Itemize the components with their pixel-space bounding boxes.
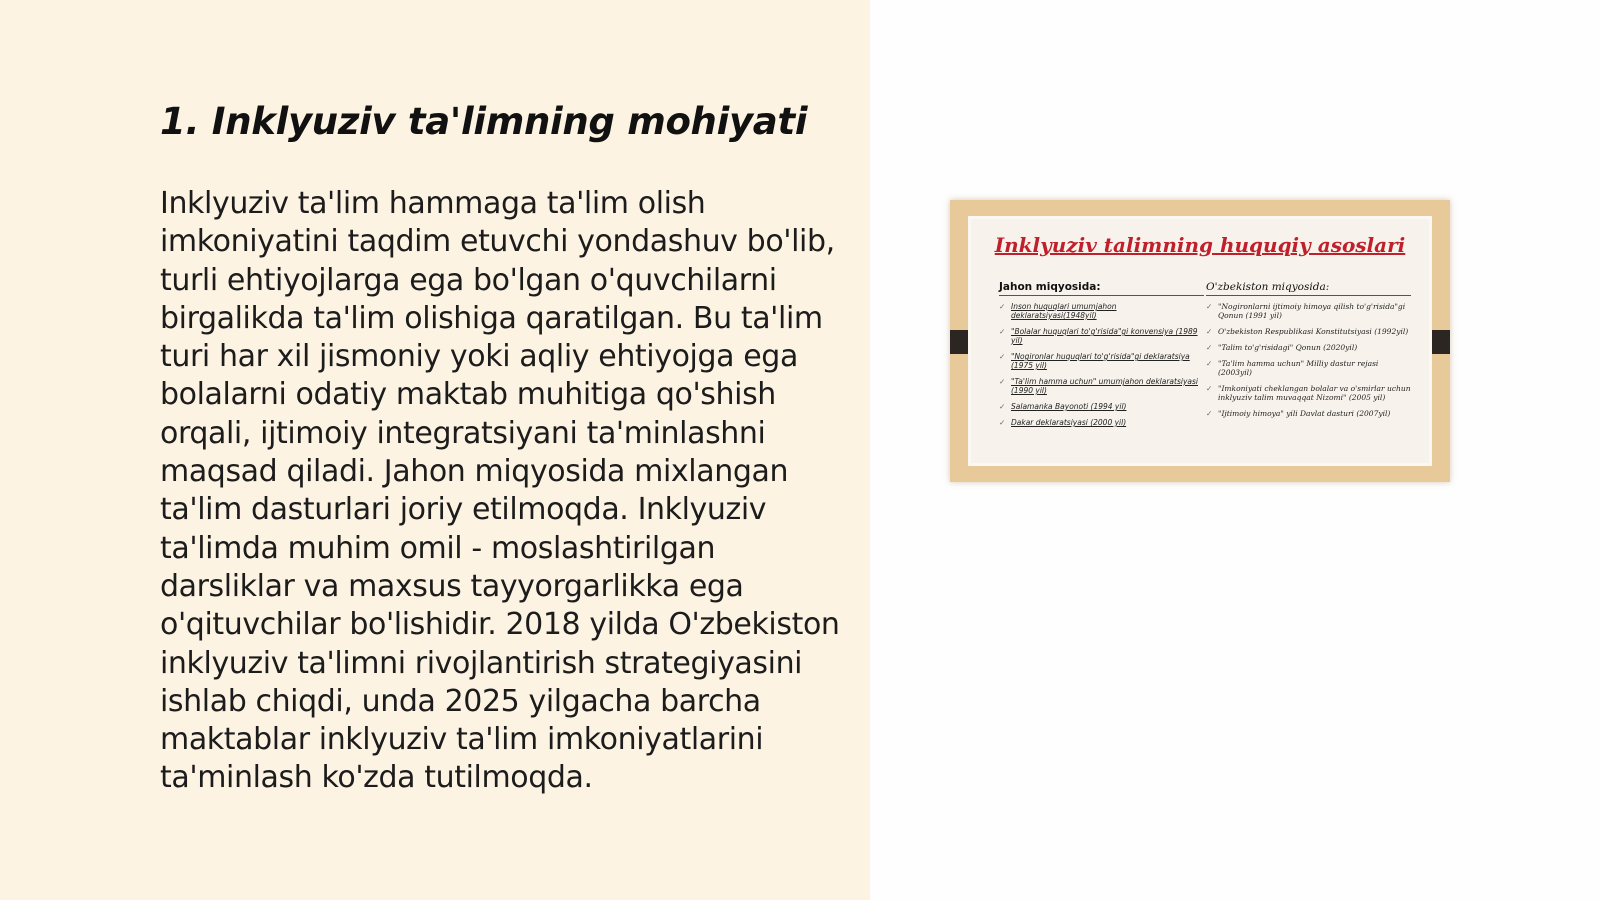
slide-body-text: Inklyuziv ta'lim hammaga ta'lim olish imkoniyatini taqdim etuvchi yondashuv bo'lib, turli ehtiyojlarga ega bo'lgan o'quvchilarni birgalikda ta'lim olishiga qaratilgan. Bu ta'lim turi har xil jismoniy yoki aqliy ehtiyojga ega bolalarni odatiy maktab muhitiga qo'shish orqali, ijtimoiy integratsiyani ta'minlashni maqsad qiladi. Jahon miqyosida mixlangan ta'lim dasturlari joriy etilmoqda. Inklyuziv ta'limda muhim omil - moslashtirilgan darsliklar va maxsus tayyorgarlikka ega o'qituvchilar bo'lishidir. 2018 yilda O'zbekiston inklyuziv ta'limni rivojlantirish strategiyasini ishlab chiqdi, unda 2025 yilgacha barcha maktablar inklyuziv ta'lim imkoniyatlarini ta'minlash ko'zda tutilmoqda. bbox=[160, 186, 840, 796]
uzbekistan-item: ✓ "Ijtimoiy himoya" yili Davlat dasturi (2007yil) bbox=[1206, 409, 1391, 418]
legal-basis-picture bbox=[950, 200, 1450, 482]
world-item: ✓ Salamanka Bayonoti (1994 yil) bbox=[999, 402, 1127, 411]
check-icon: ✓ bbox=[999, 302, 1006, 311]
picture-title: Inklyuziv talimning huquqiy asoslari bbox=[994, 233, 1406, 257]
world-column-heading: Jahon miqyosida: bbox=[999, 281, 1204, 296]
picture-content bbox=[968, 216, 1432, 466]
check-icon: ✓ bbox=[1206, 359, 1213, 368]
world-item: ✓ "Bolalar huquqlari to'g'risida"gi konvensiya (1989 yil) bbox=[999, 327, 1198, 345]
uzbekistan-column bbox=[1206, 281, 1411, 425]
check-icon: ✓ bbox=[999, 352, 1006, 361]
world-item: ✓ Dakar deklaratsiyasi (2000 yil) bbox=[999, 418, 1127, 427]
check-icon: ✓ bbox=[1206, 327, 1213, 336]
uzbekistan-item: ✓ "Imkoniyati cheklangan bolalar va o'smirlar uchun inklyuziv talim muvaqqat Nizomi" (2005 yil) bbox=[1206, 384, 1411, 402]
slide-title: 1. Inklyuziv ta'limning mohiyati bbox=[160, 100, 808, 143]
uzbekistan-item: ✓ "Nogironlarni ijtimoiy himoya qilish to'g'risida"gi Qonun (1991 yil) bbox=[1206, 302, 1406, 320]
world-item: ✓ "Nogironlar huquqlari to'g'risida"gi deklaratsiya (1975 yil) bbox=[999, 352, 1190, 370]
uzbekistan-item: ✓ "Ta'lim hamma uchun" Milliy dastur rejasi (2003yil) bbox=[1206, 359, 1379, 377]
uzbekistan-column-heading: O'zbekiston miqyosida: bbox=[1206, 281, 1411, 296]
uzbekistan-item: ✓ "Talim to'g'risidagi" Qonun (2020yil) bbox=[1206, 343, 1358, 352]
check-icon: ✓ bbox=[1206, 302, 1213, 311]
check-icon: ✓ bbox=[999, 418, 1006, 427]
check-icon: ✓ bbox=[999, 327, 1006, 336]
world-column bbox=[999, 281, 1204, 434]
uzbekistan-item: ✓ O'zbekiston Respublikasi Konstitutsiyasi (1992yil) bbox=[1206, 327, 1409, 336]
world-item: ✓ "Ta'lim hamma uchun" umumjahon deklaratsiyasi (1990 yil) bbox=[999, 377, 1198, 395]
check-icon: ✓ bbox=[999, 377, 1006, 386]
check-icon: ✓ bbox=[999, 402, 1006, 411]
check-icon: ✓ bbox=[1206, 343, 1213, 352]
check-icon: ✓ bbox=[1206, 384, 1213, 393]
check-icon: ✓ bbox=[1206, 409, 1213, 418]
world-item: ✓ Inson huquqlari umumjahon deklaratsiyasi(1948yil) bbox=[999, 302, 1117, 320]
